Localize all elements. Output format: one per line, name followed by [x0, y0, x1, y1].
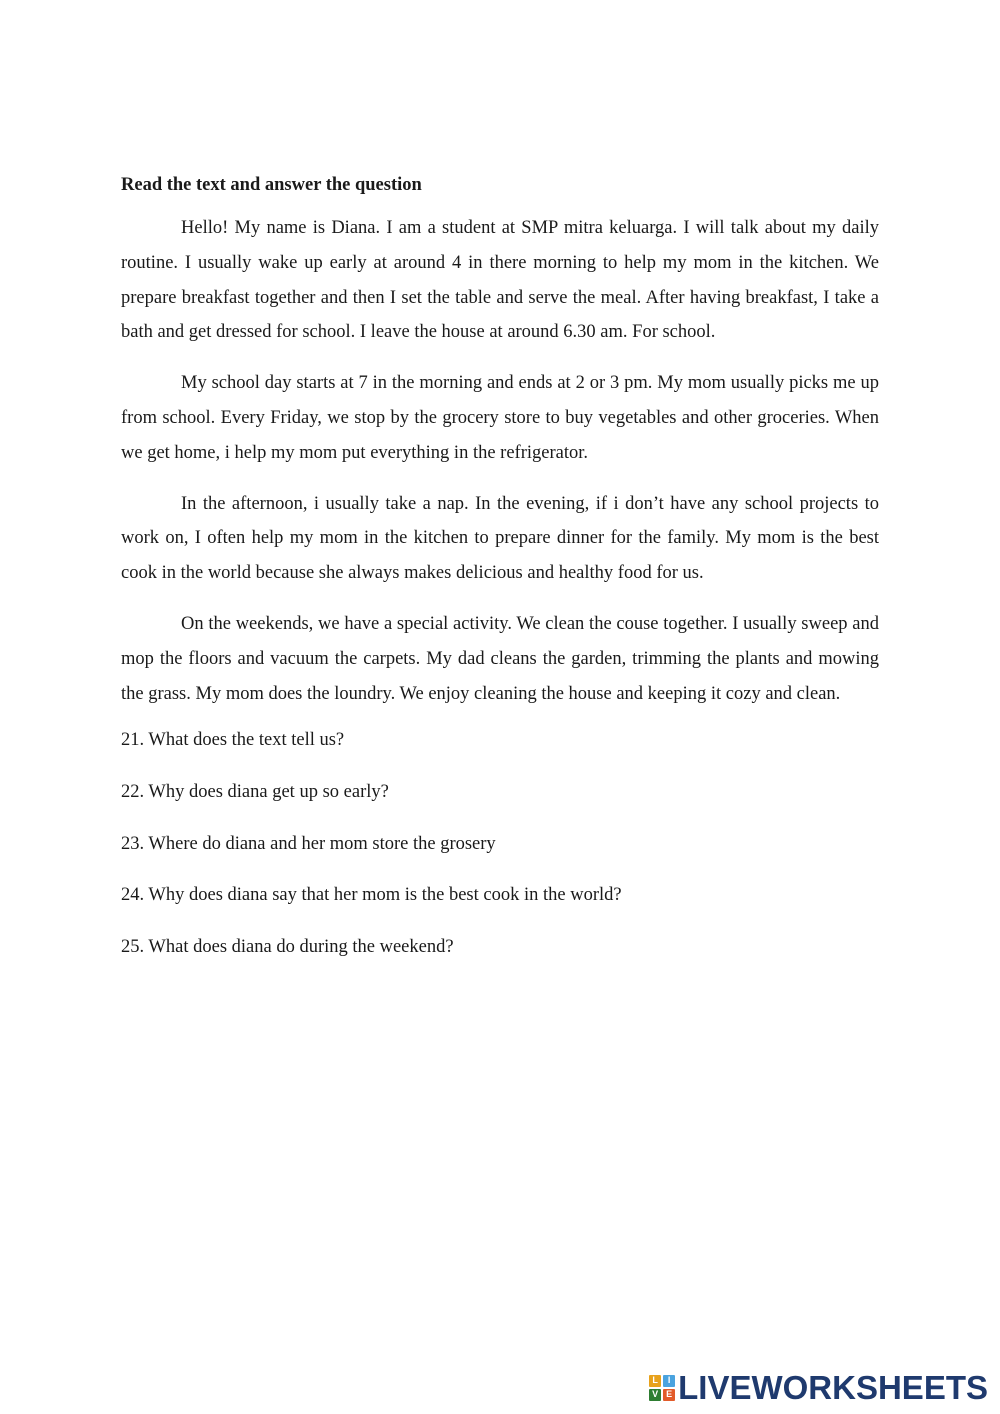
worksheet-page	[121, 172, 879, 986]
paragraph-4: On the weekends, we have a special activity. We clean the couse together. I usually sweep and mop the floors and vacuum the carpets. My dad cleans the garden, trimming the plants and mowing the grass. My mom does the loundry. We enjoy cleaning the house and keeping it cozy and clean.	[121, 613, 879, 704]
paragraph-3: In the afternoon, i usually take a nap. In the evening, if i don’t have any school projects to work on, I often help my mom in the kitchen to prepare dinner for the family. My mom is the best cook in the world because she always makes delicious and healthy food for us.	[121, 493, 879, 584]
question-24: 24. Why does diana say that her mom is the best cook in the world?	[121, 885, 622, 906]
logo-mark-icon	[649, 1375, 675, 1401]
question-25: 25. What does diana do during the weekend?	[121, 937, 454, 958]
logo-cell-e: E	[663, 1389, 675, 1401]
logo-cell-i: I	[663, 1375, 675, 1387]
question-21: 21. What does the text tell us?	[121, 730, 345, 751]
question-23: 23. Where do diana and her mom store the grosery	[121, 833, 496, 854]
paragraph-2: My school day starts at 7 in the morning and ends at 2 or 3 pm. My mom usually picks me up from school. Every Friday, we stop by the grocery store to buy vegetables and other groceries. When we get home, i help my mom put everything in the refrigerator.	[121, 373, 879, 463]
logo-cell-v: V	[649, 1389, 661, 1401]
worksheet-heading: Read the text and answer the question	[121, 175, 422, 195]
liveworksheets-logo	[649, 1371, 988, 1404]
logo-wordmark: LIVEWORKSHEETS	[678, 1369, 988, 1406]
question-22: 22. Why does diana get up so early?	[121, 782, 389, 803]
logo-cell-l: L	[649, 1375, 661, 1387]
paragraph-1: Hello! My name is Diana. I am a student at SMP mitra keluarga. I will talk about my daily routine. I usually wake up early at around 4 in there morning to help my mom in the kitchen. We prepare breakfast together and then I set the table and serve the meal. After having breakfast, I take a bath and get dressed for school. I leave the house at around 6.30 am. For school.	[121, 218, 879, 343]
